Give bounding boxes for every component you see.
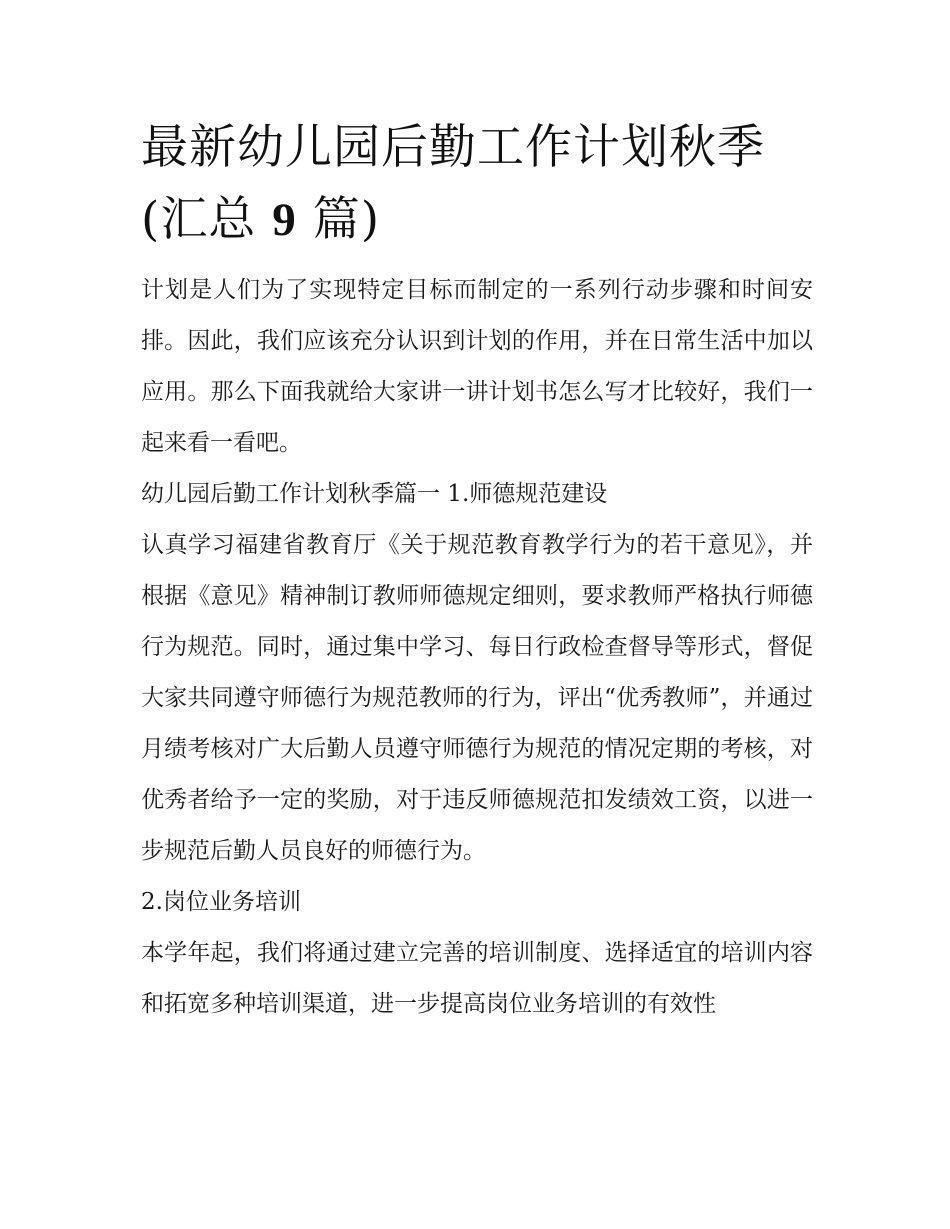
section-1-heading: 幼儿园后勤工作计划秋季篇一 1.师德规范建设 xyxy=(141,481,608,507)
title-suffix: 篇) xyxy=(312,192,381,247)
section-2-paragraph: 本学年起，我们将通过建立完善的培训制度、选择适宜的培训内容和拓宽多种培训渠道，进一步提高岗位业务培训的有效性 xyxy=(141,940,813,1017)
document-body xyxy=(141,265,813,1030)
title-line-1: 最新幼儿园后勤工作计划秋季 xyxy=(141,120,765,175)
title-count: 9 xyxy=(272,194,297,246)
document-page xyxy=(141,112,813,1030)
intro-paragraph: 计划是人们为了实现特定目标而制定的一系列行动步骤和时间安排。因此，我们应该充分认识到计划的作用，并在日常生活中加以应用。那么下面我就给大家讲一讲计划书怎么写才比较好，我们一起来看一看吧。 xyxy=(141,277,813,456)
title-prefix: (汇总 xyxy=(141,192,257,247)
title-line-2 xyxy=(141,184,813,256)
document-title xyxy=(141,112,813,256)
section-2-heading: 2.岗位业务培训 xyxy=(141,889,301,915)
section-1-paragraph: 认真学习福建省教育厅《关于规范教育教学行为的若干意见》，并根据《意见》精神制订教师师德规定细则，要求教师严格执行师德行为规范。同时，通过集中学习、每日行政检查督导等形式，督促大家共同遵守师德行为规范教师的行为，评出“优秀教师”，并通过月绩考核对广大后勤人员遵守师德行为规范的情况定期的考核，对优秀者给予一定的奖励，对于违反师德规范扣发绩效工资，以进一步规范后勤人员良好的师德行为。 xyxy=(141,532,813,864)
